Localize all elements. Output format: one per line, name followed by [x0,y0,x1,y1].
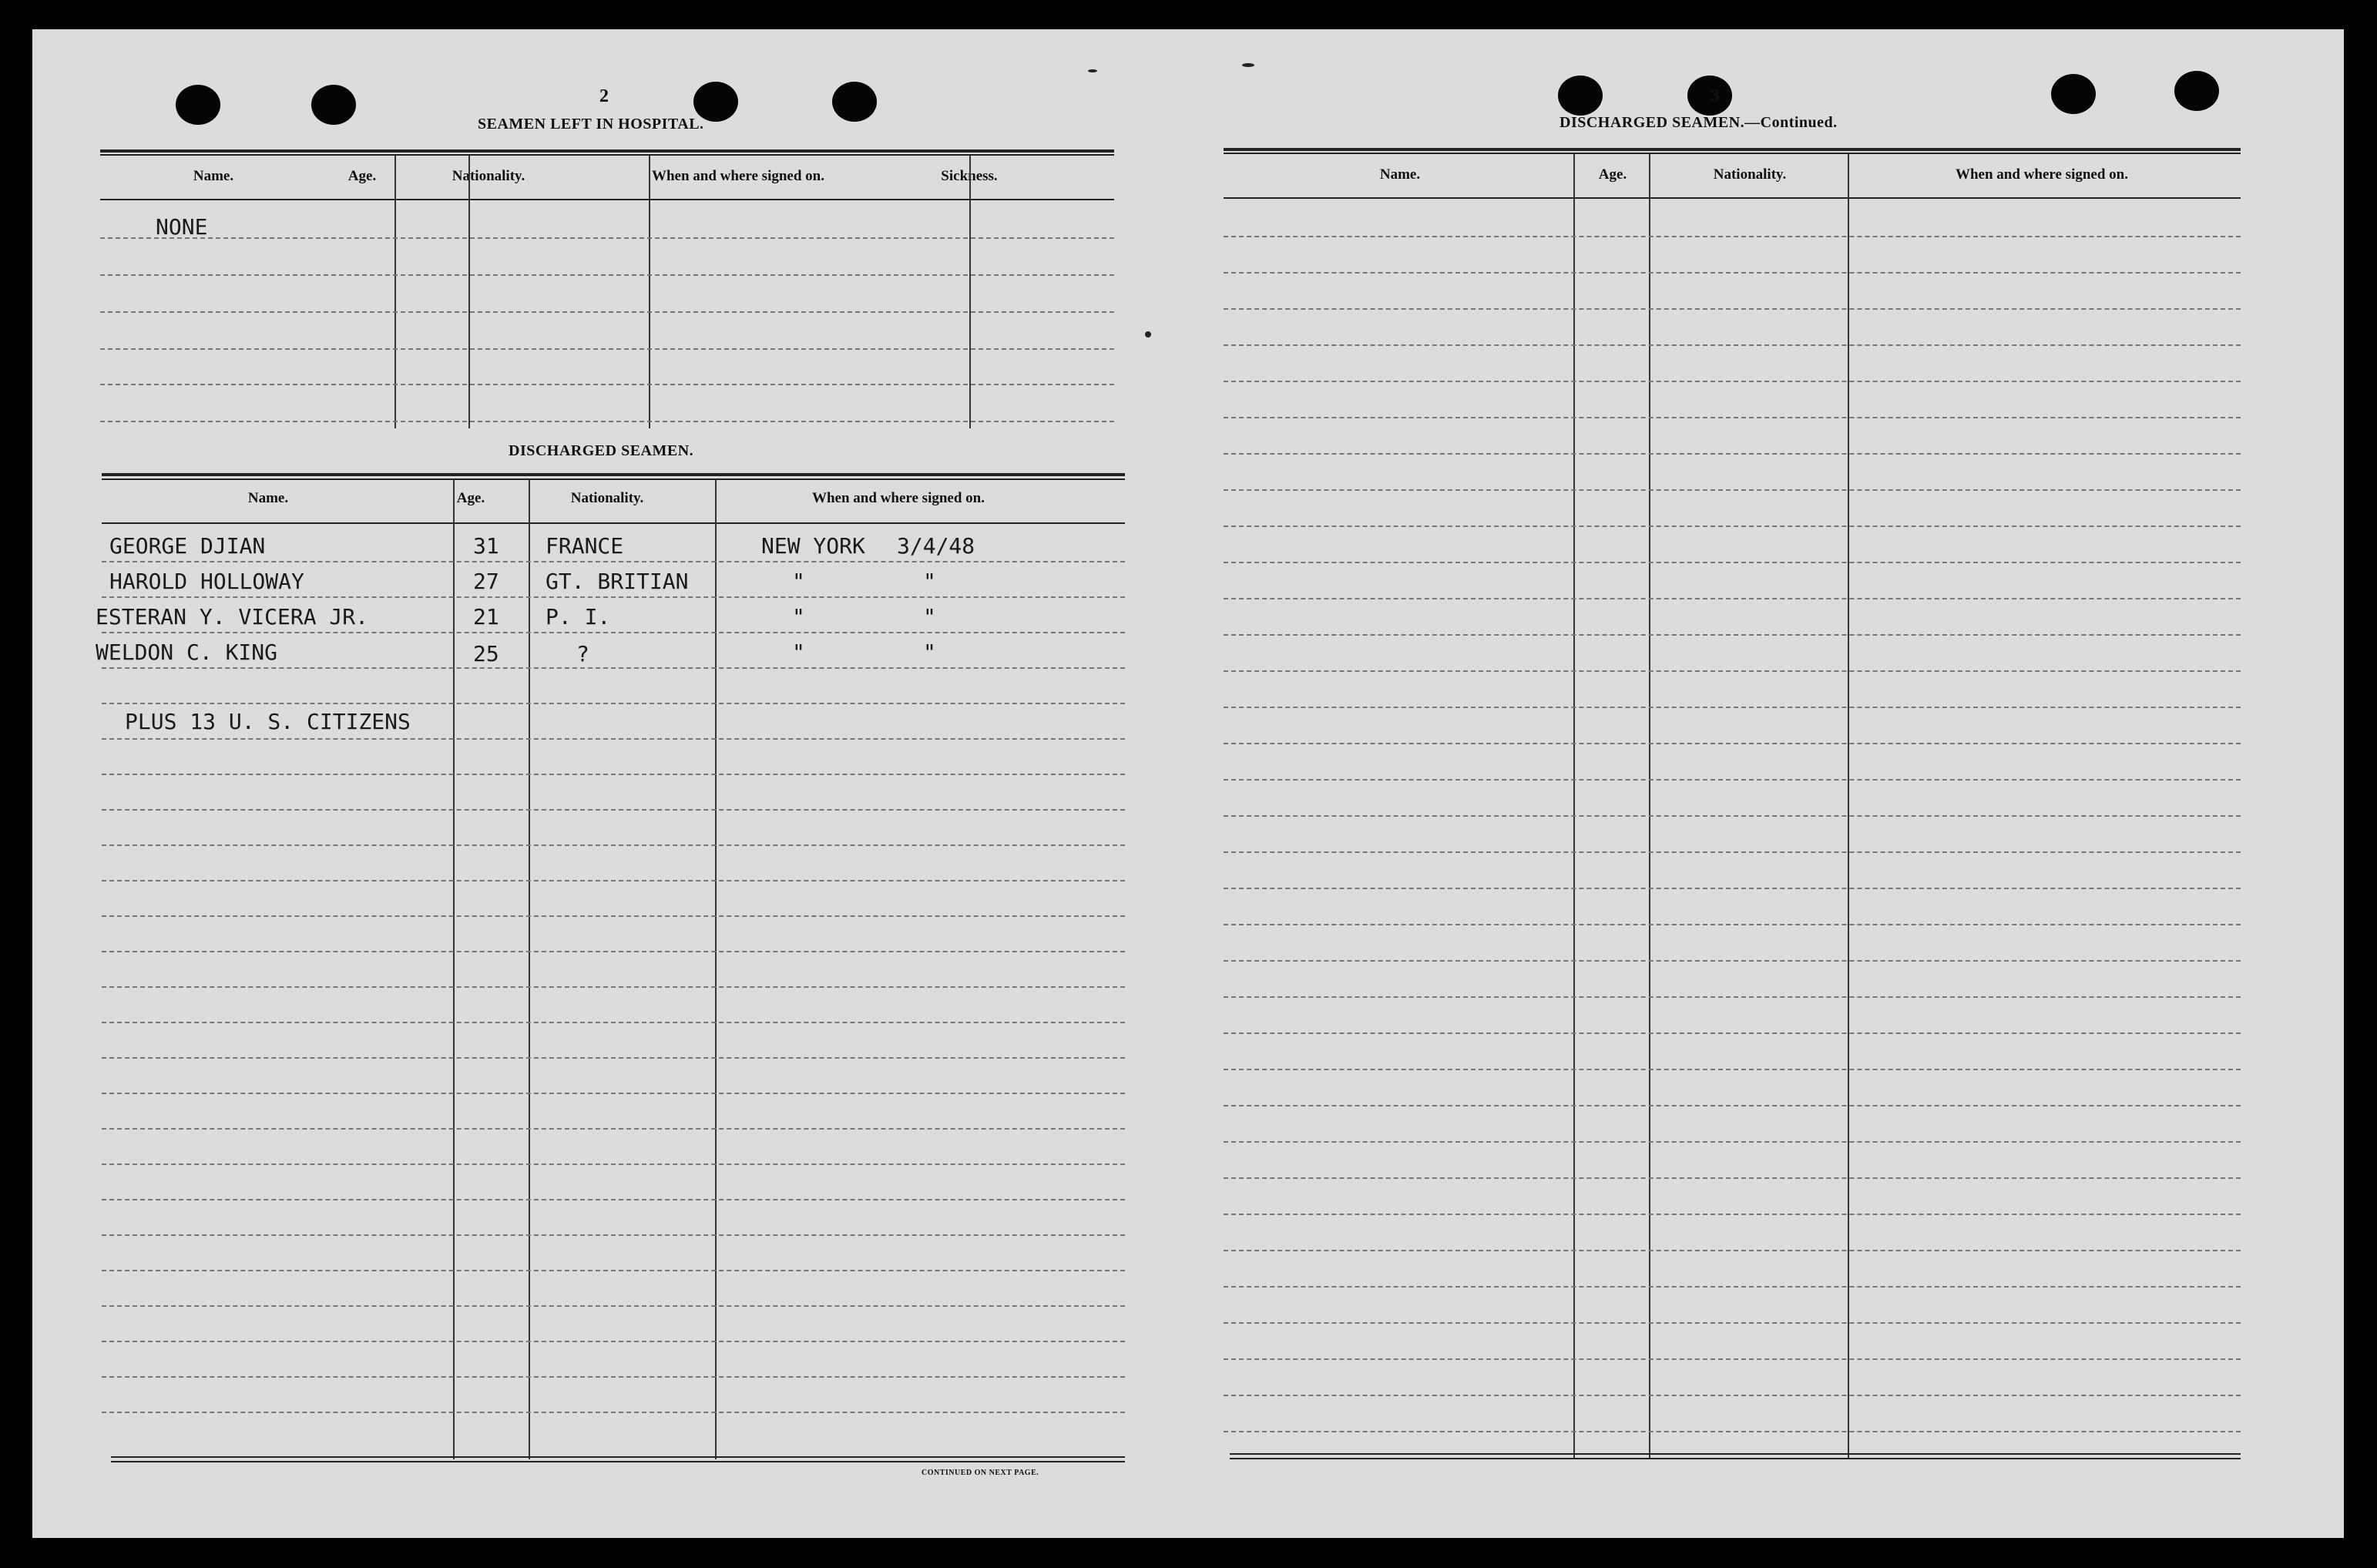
rule [100,154,1114,156]
discharged-row-nationality: ? [576,641,589,666]
ruled-line [1224,598,2241,599]
ruled-line [1224,670,2241,672]
discharged-row-signed-on: NEW YORK [761,533,865,559]
ruled-line [1224,562,2241,563]
ruled-line [102,1376,1125,1378]
ruled-line [1224,743,2241,744]
discharged-row-age: 27 [473,569,499,594]
discharged-row-date: 3/4/48 [897,533,975,559]
ruled-line [102,1305,1125,1307]
column-header-age: Age. [1598,166,1627,183]
ruled-line [100,384,1114,385]
rule [111,1461,1125,1462]
ruled-line [1224,1141,2241,1143]
column-divider [1848,154,1849,1459]
punch-hole [2051,74,2096,114]
ruled-line [1224,1214,2241,1215]
ruled-line [102,667,1125,669]
ruled-line [1224,1032,2241,1034]
discharged-row-name: WELDON C. KING [96,640,278,665]
ink-speck [1242,63,1254,67]
discharged-section-title: DISCHARGED SEAMEN. [509,442,694,459]
ruled-line [102,738,1125,740]
document-page [32,29,2344,1538]
ruled-line [100,421,1114,422]
ruled-line [102,774,1125,775]
column-divider [969,156,971,428]
discharged-row-name: GEORGE DJIAN [109,533,266,559]
discharged-row-nationality: GT. BRITIAN [546,569,689,594]
ruled-line [1224,1069,2241,1070]
ruled-line [1224,417,2241,418]
ruled-line [102,596,1125,598]
rule [111,1456,1125,1458]
column-header-signed-on: When and where signed on. [651,168,824,184]
rule [100,149,1114,153]
discharged-row-nationality: FRANCE [546,533,624,559]
page-number: 2 [599,86,609,106]
column-divider [1649,154,1650,1459]
column-divider [394,156,396,428]
column-header-sickness: Sickness. [941,168,998,184]
punch-hole [1687,76,1732,116]
ruled-line [102,1234,1125,1236]
ruled-line [1224,815,2241,817]
ruled-line [1224,489,2241,491]
ruled-line [102,915,1125,917]
discharged-row-signed-on: " [792,569,805,594]
ruled-line [1224,1358,2241,1360]
punch-hole [832,82,877,122]
ruled-line [1224,1286,2241,1288]
ruled-line [1224,453,2241,455]
ruled-line [1224,1250,2241,1251]
column-divider [453,479,455,1459]
ruled-line [1224,1431,2241,1432]
ruled-line [1224,381,2241,382]
discharged-row-age: 31 [473,533,499,559]
ruled-line [102,951,1125,952]
ruled-line [102,1163,1125,1165]
punch-hole [2174,71,2219,111]
ink-speck [1145,331,1151,337]
ruled-line [102,1412,1125,1413]
discharged-row-name: ESTERAN Y. VICERA JR. [96,604,369,630]
ruled-line [1224,924,2241,925]
ruled-line [102,632,1125,633]
rule [1224,197,2241,199]
discharged-row-name: HAROLD HOLLOWAY [109,569,304,594]
ruled-line [1224,236,2241,237]
ruled-line [102,703,1125,704]
discharged-row-age: 21 [473,604,499,630]
rule [100,199,1114,200]
punch-hole [311,85,356,125]
ruled-line [102,1199,1125,1200]
rule [1224,148,2241,151]
column-header-nationality: Nationality. [1713,166,1787,183]
rule [102,473,1125,476]
ruled-line [102,1022,1125,1023]
ruled-line [100,237,1114,239]
punch-hole [176,85,220,125]
ruled-line [102,1270,1125,1271]
discharged-row-signed-on: " [792,640,805,665]
column-divider [1573,154,1575,1459]
ruled-line [1224,779,2241,781]
ruled-line [102,1128,1125,1130]
hospital-entry: NONE [156,214,208,240]
rule [102,522,1125,524]
rule [102,478,1125,480]
ruled-line [100,348,1114,350]
column-header-name: Name. [1379,166,1421,183]
ruled-line [1224,851,2241,853]
ruled-line [1224,344,2241,346]
column-header-age: Age. [456,490,485,506]
column-divider [649,156,650,428]
column-header-name: Name. [193,168,234,184]
ruled-line [1224,1395,2241,1396]
discharged-row-date: " [923,569,936,594]
ruled-line [1224,1177,2241,1179]
ruled-line [1224,634,2241,636]
ruled-line [1224,888,2241,889]
column-divider [529,479,530,1459]
discharged-row-signed-on: " [792,604,805,630]
discharged-row-date: " [923,604,936,630]
ruled-line [102,809,1125,811]
column-header-age: Age. [347,168,377,184]
column-header-name: Name. [247,490,289,506]
ruled-line [1224,707,2241,708]
ruled-line [100,311,1114,313]
ink-speck [1088,69,1097,72]
ruled-line [1224,1322,2241,1324]
rule [1224,153,2241,154]
ruled-line [1224,996,2241,998]
discharged-row-date: " [923,640,936,665]
continued-note: CONTINUED ON NEXT PAGE. [922,1469,1039,1477]
discharged-row-nationality: P. I. [546,604,611,630]
ruled-line [102,1093,1125,1094]
ruled-line [1224,1105,2241,1106]
column-divider [715,479,717,1459]
ruled-line [1224,272,2241,274]
page-number: 3 [1711,86,1720,106]
ruled-line [102,880,1125,881]
discharged-continued-title: DISCHARGED SEAMEN.—Continued. [1559,114,1838,131]
ruled-line [100,274,1114,276]
column-header-signed-on: When and where signed on. [811,490,985,506]
ruled-line [102,1341,1125,1342]
column-divider [468,156,470,428]
column-header-nationality: Nationality. [452,168,525,184]
ruled-line [1224,960,2241,962]
ruled-line [102,986,1125,988]
rule [1230,1458,2241,1459]
ruled-line [102,561,1125,562]
punch-hole [1558,76,1603,116]
rule [1230,1453,2241,1455]
ruled-line [1224,308,2241,310]
hospital-section-title: SEAMEN LEFT IN HOSPITAL. [478,116,704,133]
discharged-note: PLUS 13 U. S. CITIZENS [125,709,411,734]
ruled-line [1224,525,2241,527]
column-header-signed-on: When and where signed on. [1955,166,2128,183]
ruled-line [102,844,1125,846]
ruled-line [102,1057,1125,1059]
discharged-row-age: 25 [473,641,499,666]
column-header-nationality: Nationality. [570,490,644,506]
